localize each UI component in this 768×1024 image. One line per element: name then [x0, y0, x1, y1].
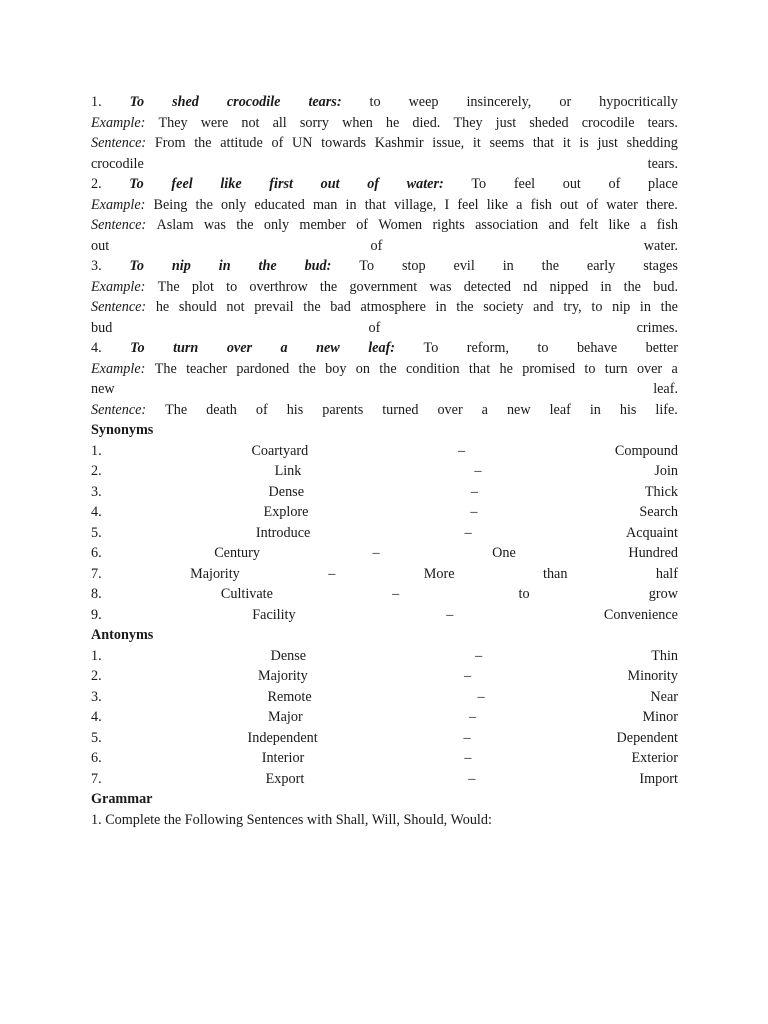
idiom-phrase-word: like [220, 176, 242, 192]
sentence-word: of [271, 135, 284, 151]
sentence-word: attitude [220, 135, 263, 151]
sentence-word: atmosphere [360, 299, 426, 315]
example-line [91, 113, 678, 134]
sentence-word: fish [656, 217, 678, 233]
sentence-word: From [154, 135, 186, 151]
synonyms-item-word: Facility [252, 606, 296, 623]
idiom-phrase-word: in [218, 258, 231, 274]
example-word: I [444, 196, 450, 213]
synonyms-item-word: Hundred [628, 545, 678, 561]
sentence-word: not [226, 299, 245, 315]
example-word: just [495, 114, 517, 131]
synonyms-item-word: to [518, 586, 530, 602]
grammar-instruction [91, 810, 678, 831]
example-word: educated [254, 196, 305, 213]
synonyms-item-word: 2. [91, 463, 102, 479]
sentence-word: is [579, 135, 589, 151]
example-label: Example: [91, 360, 146, 377]
synonyms-item-word: Join [654, 463, 678, 479]
example-word: not [241, 114, 260, 131]
synonyms-item-word: – [474, 463, 482, 479]
synonyms-item-word: Thick [644, 483, 678, 500]
example-word: the [195, 196, 213, 213]
synonyms-item-word: One [492, 545, 516, 561]
idiom-meaning-word: better [645, 340, 678, 356]
sentence-word: of [255, 401, 268, 418]
idiom-phrase-word: To [130, 340, 145, 356]
idiom-phrase-word: bud: [304, 258, 332, 274]
antonyms-item [91, 666, 678, 687]
sentence-word: the [236, 217, 254, 233]
example-word: promised [522, 360, 576, 377]
sentence-word: felt [579, 217, 599, 233]
synonyms-item-word: Search [639, 504, 678, 520]
sentence-word: he [155, 299, 170, 315]
synonyms-item [91, 564, 678, 585]
antonyms-item-word: 5. [91, 729, 102, 746]
antonyms-item [91, 748, 678, 769]
example-word: boy [325, 360, 347, 377]
synonyms-item-word: – [328, 565, 336, 582]
sentence-word: member [299, 217, 346, 233]
example-word: the [623, 278, 641, 295]
synonyms-item-word: Century [214, 545, 260, 561]
idiom-phrase-word: tears: [308, 94, 342, 110]
antonyms-item [91, 728, 678, 749]
sentence-word: just [597, 135, 618, 151]
sentence-word: over [437, 401, 463, 418]
antonyms-item-word: Remote [267, 688, 312, 705]
sentence-word: it [562, 135, 571, 151]
example-word: turn [604, 360, 628, 377]
example-word: in [600, 278, 612, 295]
sentence-line [91, 297, 678, 318]
idiom-phrase-word: To [129, 94, 145, 110]
example-line [91, 195, 678, 216]
antonyms-heading [91, 625, 678, 646]
sentence-word: a [640, 217, 647, 233]
synonyms-item-word: 9. [91, 606, 102, 623]
sentence-word: new [506, 401, 531, 418]
example-word: in [345, 196, 357, 213]
sentence-word: prevail [254, 299, 294, 315]
antonyms-item-word: Dependent [616, 729, 678, 746]
idiom-phrase-word: leaf: [368, 340, 396, 356]
synonyms-heading-text: Synonyms [91, 422, 154, 438]
sentence-word: and [548, 217, 569, 233]
example-word: on [355, 360, 370, 377]
synonyms-item-word: than [543, 565, 568, 582]
antonyms-item-word: – [477, 688, 485, 705]
sentence-line [91, 215, 678, 236]
sentence-word: that [532, 135, 555, 151]
antonyms-item-word: Exterior [631, 750, 678, 766]
synonyms-item-word: Dense [268, 483, 304, 500]
synonyms-heading [91, 420, 678, 441]
sentence-word: the [456, 299, 474, 315]
idiom-meaning-word: to [537, 340, 549, 356]
example-line [91, 277, 678, 298]
sentence-word: was [203, 217, 226, 233]
example-word: were [200, 114, 229, 131]
example-word: The [157, 278, 180, 295]
sentence-label: Sentence: [91, 135, 147, 151]
antonyms-item [91, 707, 678, 728]
idiom-number: 2. [91, 176, 102, 192]
sentence-word: crocodile [91, 155, 144, 172]
synonyms-item-word: More [423, 565, 455, 582]
sentence-word: death [206, 401, 237, 418]
sentence-word: Women [378, 217, 423, 233]
example-word: village, [394, 196, 437, 213]
example-word: government [349, 278, 418, 295]
sentence-word: to [591, 299, 603, 315]
idiom-number: 3. [91, 258, 102, 274]
sentence-label: Sentence: [91, 299, 147, 315]
idiom-phrase-word: a [280, 340, 288, 356]
example-word: pardoned [236, 360, 290, 377]
grammar-instruction-text: 1. Complete the Following Sentences with Shall, Will, Should, Would: [91, 811, 492, 828]
example-word: bud. [653, 278, 678, 295]
idiom-meaning-word: stop [401, 258, 426, 274]
synonyms-item-word: – [470, 504, 478, 520]
synonyms-item-word: half [655, 565, 678, 582]
antonyms-item-word: 3. [91, 688, 102, 705]
sentence-word: and [533, 299, 554, 315]
idiom-phrase-word: over [226, 340, 253, 356]
sentence-word: rights [432, 217, 465, 233]
example-word: teacher [186, 360, 228, 377]
sentence-word: should [178, 299, 217, 315]
sentence-word: it [472, 135, 481, 151]
sentence-word: only [263, 217, 290, 233]
idiom-meaning-word: To [359, 258, 375, 274]
antonyms-item-word: Independent [247, 729, 318, 746]
antonyms-item-word: 2. [91, 668, 102, 684]
idiom-meaning-word: or [559, 94, 572, 110]
idiom-meaning-word: out [562, 176, 581, 192]
sentence-word: Kashmir [374, 135, 424, 151]
synonyms-item-word: Coartyard [251, 442, 309, 459]
antonyms-item-word: Export [265, 770, 305, 787]
idiom-number: 1. [91, 94, 102, 110]
synonyms-item-word: 1. [91, 442, 102, 459]
synonyms-item [91, 441, 678, 462]
synonyms-item [91, 502, 678, 523]
sentence-word: a [481, 401, 488, 418]
example-word: They [453, 114, 483, 131]
idiom-meaning-word: behave [576, 340, 618, 356]
antonyms-item-word: 1. [91, 647, 102, 664]
example-word: nd [523, 278, 538, 295]
antonyms-item-word: 6. [91, 750, 102, 766]
idiom-meaning-word: place [648, 176, 678, 192]
synonyms-item [91, 482, 678, 503]
synonyms-item-word: Introduce [255, 524, 311, 541]
sentence-line-continued [91, 236, 678, 257]
sentence-word: like [608, 217, 630, 233]
idiom-phrase-word: turn [173, 340, 199, 356]
idiom-meaning-word: the [541, 258, 560, 274]
example-word: died. [412, 114, 441, 131]
synonyms-item-word: – [392, 586, 400, 602]
example-word: plot [191, 278, 214, 295]
example-word: over [636, 360, 663, 377]
example-label: Example: [91, 278, 146, 295]
example-word: Being [153, 196, 188, 213]
example-line-continued [91, 379, 678, 400]
antonyms-item-word: Majority [258, 668, 308, 684]
sentence-word: in [639, 299, 651, 315]
idiom-phrase-word: the [258, 258, 277, 274]
sentence-word: issue, [432, 135, 465, 151]
idiom-meaning-word: evil [453, 258, 475, 274]
synonyms-item-word: Link [274, 463, 302, 479]
antonyms-heading-text: Antonyms [91, 627, 154, 643]
sentence-label: Sentence: [91, 217, 147, 233]
idiom-heading-line [91, 338, 678, 359]
sentence-word: crimes. [636, 319, 678, 336]
synonyms-item-word: Majority [190, 565, 240, 582]
synonyms-item-word: 6. [91, 545, 102, 561]
antonyms-item-word: Major [268, 709, 303, 725]
antonyms-item-word: 7. [91, 770, 102, 787]
idiom-heading-line [91, 174, 678, 195]
sentence-word: turned [382, 401, 419, 418]
example-word: the [319, 278, 338, 295]
idiom-phrase-word: To [129, 176, 144, 192]
antonyms-item-word: Dense [270, 647, 307, 664]
sentence-word: shedding [626, 135, 678, 151]
example-word: fish [530, 196, 552, 213]
sentence-word: in [435, 299, 447, 315]
synonyms-item-word: Compound [614, 442, 678, 459]
antonyms-item [91, 769, 678, 790]
idiom-phrase-word: new [316, 340, 340, 356]
example-word: man [312, 196, 338, 213]
example-word: The [154, 360, 177, 377]
sentence-word: the [660, 299, 678, 315]
idiom-phrase-word: crocodile [226, 94, 281, 110]
idiom-phrase-word: shed [172, 94, 199, 110]
idiom-phrase-word: To [129, 258, 145, 274]
sentence-word: water. [643, 237, 678, 254]
idiom-meaning-word: weep [408, 94, 439, 110]
sentence-word: in [589, 401, 601, 418]
sentence-word: bud [91, 319, 113, 336]
synonyms-item-word: 4. [91, 504, 102, 520]
sentence-word: of [368, 319, 381, 336]
example-label: Example: [91, 114, 146, 131]
sentence-word: the [303, 299, 321, 315]
idiom-meaning-word: insincerely, [466, 94, 532, 110]
idiom-heading-line [91, 92, 678, 113]
sentence-word: UN [291, 135, 313, 151]
antonyms-item-word: Import [639, 770, 678, 787]
sentence-line-continued [91, 318, 678, 339]
antonyms-item-word: Interior [261, 750, 305, 766]
idiom-meaning-word: To [423, 340, 439, 356]
idiom-phrase-word: first [269, 176, 293, 192]
sentence-word: leaf [549, 401, 571, 418]
sentence-word: his [619, 401, 637, 418]
synonyms-item-word: Cultivate [220, 586, 273, 602]
idiom-number: 4. [91, 340, 102, 356]
example-word: to [584, 360, 596, 377]
sentence-word: life. [655, 401, 678, 418]
synonyms-item [91, 605, 678, 626]
sentence-word: try, [563, 299, 582, 315]
sentence-word: seems [489, 135, 525, 151]
antonyms-item-word: – [469, 709, 477, 725]
sentence-word: the [194, 135, 212, 151]
example-word: to [226, 278, 238, 295]
antonyms-item-word: – [463, 729, 471, 746]
antonyms-item-word: Minority [627, 668, 678, 684]
sentence-line [91, 400, 678, 421]
sentence-line-continued [91, 154, 678, 175]
antonyms-item-word: Near [650, 688, 678, 705]
example-word: all [272, 114, 287, 131]
antonyms-item-word: 4. [91, 709, 102, 725]
example-word: that [364, 196, 387, 213]
synonyms-item-word: – [446, 606, 454, 623]
antonyms-item [91, 646, 678, 667]
idiom-phrase-word: out [320, 176, 340, 192]
synonyms-item-word: 5. [91, 524, 102, 541]
example-word: when [342, 114, 373, 131]
synonyms-item-word: 3. [91, 483, 102, 500]
antonyms-item-word: – [468, 770, 476, 787]
synonyms-item-word: – [372, 545, 380, 561]
example-word: a [671, 360, 678, 377]
example-word: condition [405, 360, 460, 377]
example-word: sheded [529, 114, 569, 131]
example-word: water [606, 196, 638, 213]
example-word: only [221, 196, 247, 213]
example-word: tears. [647, 114, 678, 131]
antonyms-item [91, 687, 678, 708]
grammar-heading-text: Grammar [91, 791, 153, 807]
synonyms-item-word: – [464, 524, 472, 541]
sentence-word: towards [321, 135, 367, 151]
idiom-meaning-word: to [369, 94, 381, 110]
idiom-meaning-word: reform, [466, 340, 509, 356]
synonyms-item-word: – [470, 483, 478, 500]
idiom-meaning-word: To [471, 176, 487, 192]
example-word: was [429, 278, 452, 295]
sentence-word: his [286, 401, 304, 418]
antonyms-item-word: Minor [642, 709, 678, 725]
example-word: overthrow [249, 278, 308, 295]
synonyms-item [91, 461, 678, 482]
synonyms-item-word: Explore [263, 504, 309, 520]
synonyms-item [91, 523, 678, 544]
idiom-phrase-word: nip [171, 258, 191, 274]
example-word: he [499, 360, 513, 377]
synonyms-item-word: 8. [91, 586, 102, 602]
antonyms-item-word: – [475, 647, 483, 664]
example-word: nipped [549, 278, 589, 295]
sentence-line [91, 133, 678, 154]
idiom-meaning-word: feel [513, 176, 536, 192]
example-word: detected [463, 278, 511, 295]
example-word: the [379, 360, 397, 377]
idiom-phrase-word: water: [406, 176, 444, 192]
idiom-meaning-word: early [586, 258, 616, 274]
example-label: Example: [91, 196, 146, 213]
example-line [91, 359, 678, 380]
example-word: They [158, 114, 188, 131]
example-word: there. [645, 196, 678, 213]
example-word: crocodile [581, 114, 635, 131]
sentence-word: bad [330, 299, 351, 315]
example-word: that [468, 360, 491, 377]
example-word: leaf. [653, 381, 678, 397]
example-word: like [486, 196, 509, 213]
example-word: the [298, 360, 316, 377]
example-word: new [91, 381, 115, 397]
synonyms-item-word: grow [648, 586, 678, 602]
sentence-word: association [475, 217, 539, 233]
idiom-phrase-word: feel [171, 176, 193, 192]
sentence-label: Sentence: [91, 401, 147, 418]
example-word: feel [457, 196, 479, 213]
synonyms-item-word: 7. [91, 565, 102, 582]
idiom-phrase-word: of [367, 176, 380, 192]
idiom-meaning-word: of [608, 176, 621, 192]
antonyms-item-word: Thin [651, 647, 678, 664]
synonyms-item [91, 543, 678, 564]
sentence-word: out [91, 237, 110, 254]
example-word: of [586, 196, 599, 213]
idiom-meaning-word: hypocritically [599, 94, 678, 110]
example-word: sorry [299, 114, 329, 131]
sentence-word: society [483, 299, 524, 315]
synonyms-item-word: – [458, 442, 466, 459]
sentence-word: nip [612, 299, 631, 315]
synonyms-item-word: Convenience [603, 606, 678, 623]
sentence-word: tears. [647, 155, 678, 172]
example-word: a [516, 196, 523, 213]
sentence-word: The [165, 401, 188, 418]
antonyms-item-word: – [464, 668, 472, 684]
example-word: out [560, 196, 579, 213]
example-word: he [385, 114, 400, 131]
idiom-meaning-word: in [502, 258, 514, 274]
synonyms-item [91, 584, 678, 605]
sentence-word: of [356, 217, 369, 233]
antonyms-item-word: – [464, 750, 472, 766]
grammar-heading [91, 789, 678, 810]
idiom-meaning-word: stages [643, 258, 678, 274]
sentence-word: Aslam [156, 217, 194, 233]
sentence-word: of [370, 237, 383, 254]
synonyms-item-word: Acquaint [625, 524, 678, 541]
sentence-word: parents [322, 401, 364, 418]
idiom-heading-line [91, 256, 678, 277]
